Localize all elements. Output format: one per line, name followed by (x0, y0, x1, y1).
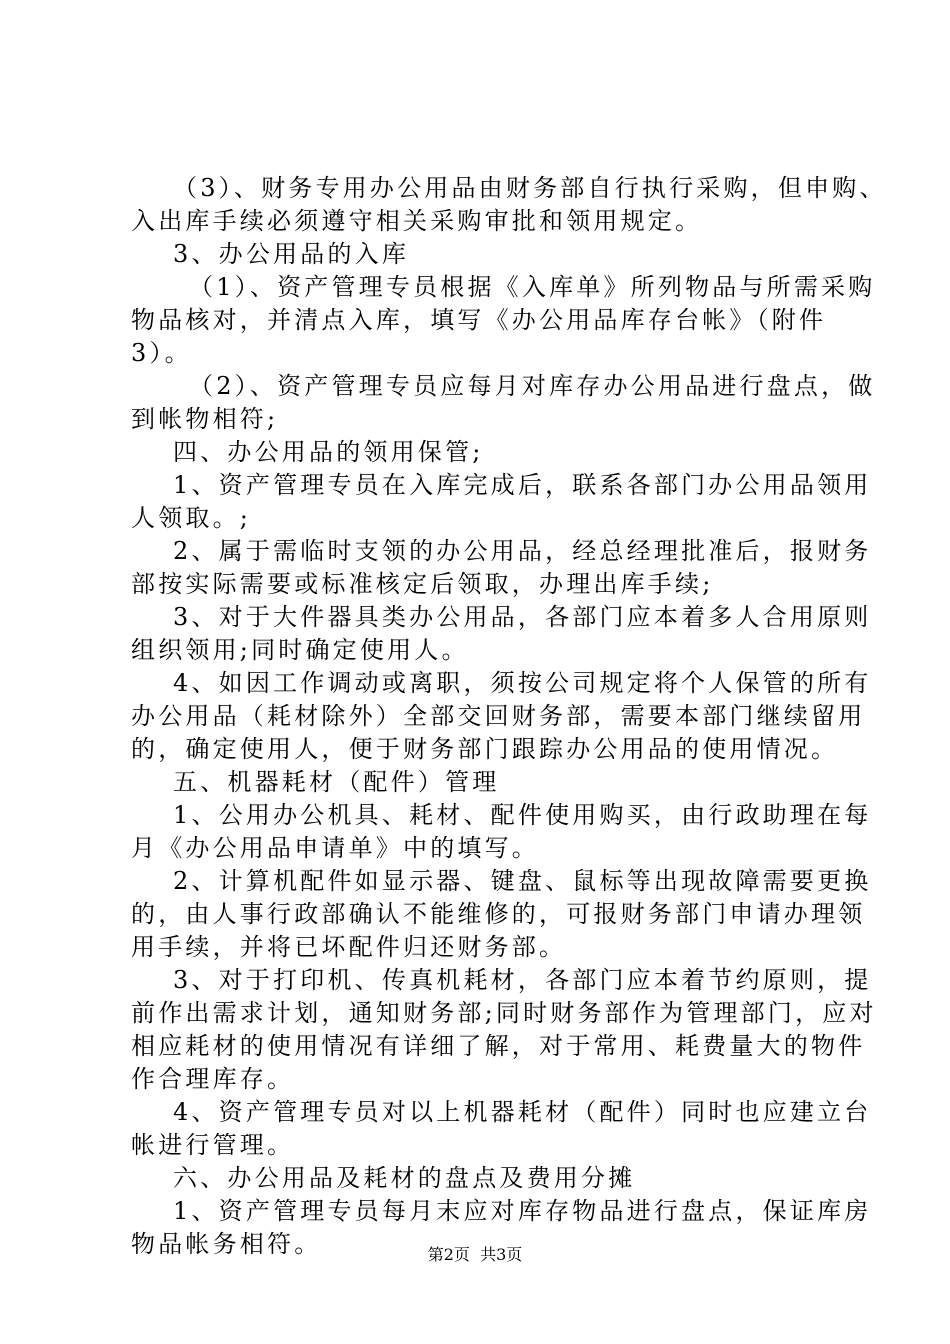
paragraph-line: 物品帐务相符。 (131, 1230, 322, 1258)
page-number: 第2页 共3页 (427, 1245, 523, 1264)
paragraph-line: 相应耗材的使用情况有详细了解，对于常用、耗费量大的物件 (131, 1032, 866, 1060)
paragraph-line: 帐进行管理。 (131, 1131, 295, 1159)
paragraph-line: 1、公用办公机具、耗材、配件使用购买，由行政助理在每 (173, 801, 872, 829)
paragraph-line: 组织领用;同时确定使用人。 (131, 636, 469, 664)
section-heading: 六、办公用品及耗材的盘点及费用分摊 (173, 1164, 636, 1192)
paragraph-line: 的，确定使用人，便于财务部门跟踪办公用品的使用情况。 (131, 735, 839, 763)
section-heading: 3、办公用品的入库 (173, 240, 410, 268)
paragraph-line: 月《办公用品申请单》中的填写。 (131, 834, 539, 862)
paragraph-line: 物品核对，并清点入库，填写《办公用品库存台帐》（附件 (131, 306, 827, 334)
section-heading: 五、机器耗材（配件）管理 (173, 768, 500, 796)
document-body (131, 172, 887, 1261)
paragraph-line: 3、对于打印机、传真机耗材，各部门应本着节约原则，提 (173, 966, 872, 994)
paragraph-line: 到帐物相符; (131, 405, 279, 433)
paragraph-line: 2、计算机配件如显示器、键盘、鼠标等出现故障需要更换 (173, 867, 872, 895)
paragraph-line: 用手续，并将已坏配件归还财务部。 (131, 933, 567, 961)
paragraph-line: （3）、财务专用办公用品由财务部自行执行采购，但申购、 (173, 174, 887, 202)
page-footer (0, 1244, 950, 1266)
paragraph-line: 入出库手续必须遵守相关采购审批和领用规定。 (131, 207, 703, 235)
paragraph-line: 的，由人事行政部确认不能维修的，可报财务部门申请办理领 (131, 900, 866, 928)
paragraph-line: 2、属于需临时支领的办公用品，经总经理批准后，报财务 (173, 537, 872, 565)
paragraph-line: 4、如因工作调动或离职，须按公司规定将个人保管的所有 (173, 669, 872, 697)
paragraph-line: 1、资产管理专员在入库完成后，联系各部门办公用品领用 (173, 471, 872, 499)
paragraph-line: 作合理库存。 (131, 1065, 295, 1093)
paragraph-line: （2）、资产管理专员应每月对库存办公用品进行盘点，做 (189, 372, 876, 400)
paragraph-line: 部按实际需要或标准核定后领取，办理出库手续; (131, 570, 714, 598)
paragraph-line: 3、对于大件器具类办公用品，各部门应本着多人合用原则 (173, 603, 872, 631)
paragraph-line: 人领取。; (131, 504, 252, 532)
paragraph-line: （1）、资产管理专员根据《入库单》所列物品与所需采购 (189, 273, 876, 301)
paragraph-line: 办公用品（耗材除外）全部交回财务部，需要本部门继续留用 (131, 702, 866, 730)
paragraph-line: 3）。 (131, 339, 192, 367)
paragraph-line: 前作出需求计划，通知财务部;同时财务部作为管理部门，应对 (131, 999, 877, 1027)
paragraph-line: 4、资产管理专员对以上机器耗材（配件）同时也应建立台 (173, 1098, 872, 1126)
paragraph-line: 1、资产管理专员每月末应对库存物品进行盘点，保证库房 (173, 1197, 872, 1225)
section-heading: 四、办公用品的领用保管; (173, 438, 484, 466)
